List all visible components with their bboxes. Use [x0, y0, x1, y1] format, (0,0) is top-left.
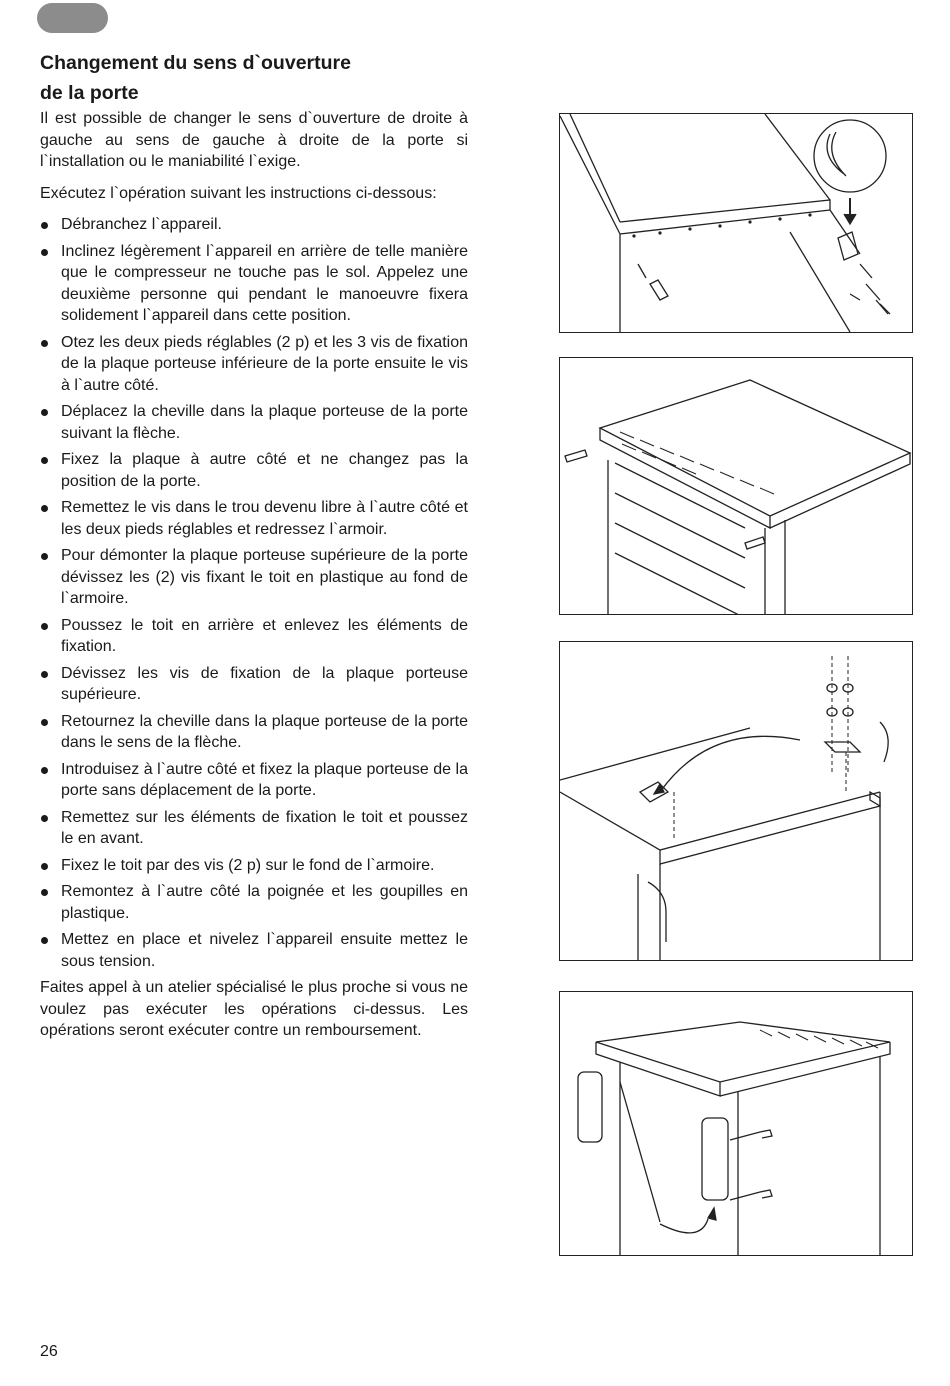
step-item [40, 855, 468, 877]
page-title [40, 48, 470, 108]
figure-top-screws [559, 357, 913, 615]
bullet-icon [41, 671, 48, 678]
bullet-icon [41, 937, 48, 944]
step-text: Inclinez légèrement l`appareil en arrière de telle manière que le compresseur ne touche pas le sol. Appelez une deuxième personne qui pendant le manoeuvre fixera solidement l`appareil dans cette position. [61, 242, 468, 324]
step-text: Fixez le toit par des vis (2 p) sur le fond de l`armoire. [61, 856, 435, 874]
bullet-icon [41, 889, 48, 896]
bullet-icon [41, 863, 48, 870]
step-item [40, 711, 468, 754]
intro-paragraph: Il est possible de changer le sens d`ouverture de droite à gauche au sens de gauche à droite de la porte si l`installation ou le maniabilité l`exige. [40, 110, 468, 170]
step-item [40, 663, 468, 706]
closing-paragraph: Faites appel à un atelier spécialisé le plus proche si vous ne voulez pas exécuter les opérations ci-dessus. Les opérations seront exécuter contre un remboursement. [40, 979, 468, 1039]
steps-list [40, 214, 468, 972]
bullet-icon [41, 249, 48, 256]
step-text: Otez les deux pieds réglables (2 p) et les 3 vis de fixation de la plaque porteuse inférieure de la porte ensuite le vis à l`autre côté. [61, 333, 468, 394]
bullet-icon [41, 623, 48, 630]
lower-hinge-illustration [560, 114, 912, 332]
language-tab [37, 3, 108, 33]
intro-paragraph-2: Exécutez l`opération suivant les instructions ci-dessous: [40, 184, 437, 202]
step-text: Débranchez l`appareil. [61, 216, 222, 233]
figure-upper-hinge [559, 641, 913, 961]
step-item [40, 497, 468, 540]
step-text: Remontez à l`autre côté la poignée et les goupilles en plastique. [61, 883, 468, 922]
step-text: Pour démonter la plaque porteuse supérieure de la porte dévissez les (2) vis fixant le toit en plastique au fond de l`armoire. [61, 547, 468, 607]
bullet-icon [41, 340, 48, 347]
step-text: Déplacez la cheville dans la plaque porteuse de la porte suivant la flèche. [61, 403, 468, 442]
figure-handle-swap [559, 991, 913, 1256]
step-text: Retournez la cheville dans la plaque porteuse de la porte dans le sens de la flèche. [61, 712, 468, 751]
step-item [40, 759, 468, 802]
step-text: Remettez sur les éléments de fixation le toit et poussez le en avant. [61, 808, 468, 847]
step-text: Remettez le vis dans le trou devenu libre à l`autre côté et les deux pieds réglables et redressez l`armoir. [61, 499, 468, 538]
top-screws-illustration [560, 358, 912, 614]
step-item [40, 449, 468, 492]
upper-hinge-illustration [560, 642, 912, 960]
instructions-column [40, 108, 468, 1052]
step-item [40, 929, 468, 972]
step-item [40, 332, 468, 397]
step-text: Mettez en place et nivelez l`appareil ensuite mettez le sous tension. [61, 931, 468, 970]
bullet-icon [41, 815, 48, 822]
title-line-2: de la porte [40, 82, 139, 104]
step-item [40, 214, 468, 236]
step-text: Fixez la plaque à autre côté et ne changez pas la position de la porte. [61, 451, 468, 490]
step-item [40, 881, 468, 924]
figure-lower-hinge [559, 113, 913, 333]
bullet-icon [41, 505, 48, 512]
step-item [40, 807, 468, 850]
title-line-1: Changement du sens d`ouverture [40, 52, 351, 74]
bullet-icon [41, 222, 48, 229]
step-item [40, 241, 468, 327]
bullet-icon [41, 409, 48, 416]
handle-swap-illustration [560, 992, 912, 1255]
step-item [40, 401, 468, 444]
bullet-icon [41, 553, 48, 560]
step-text: Poussez le toit en arrière et enlevez les éléments de fixation. [61, 616, 468, 655]
step-text: Dévissez les vis de fixation de la plaque porteuse supérieure. [61, 664, 468, 703]
bullet-icon [41, 719, 48, 726]
step-item [40, 615, 468, 658]
step-item [40, 545, 468, 610]
step-text: Introduisez à l`autre côté et fixez la plaque porteuse de la porte sans déplacement de la porte. [61, 760, 468, 799]
bullet-icon [41, 457, 48, 464]
page-number: 26 [40, 1343, 58, 1360]
bullet-icon [41, 767, 48, 774]
